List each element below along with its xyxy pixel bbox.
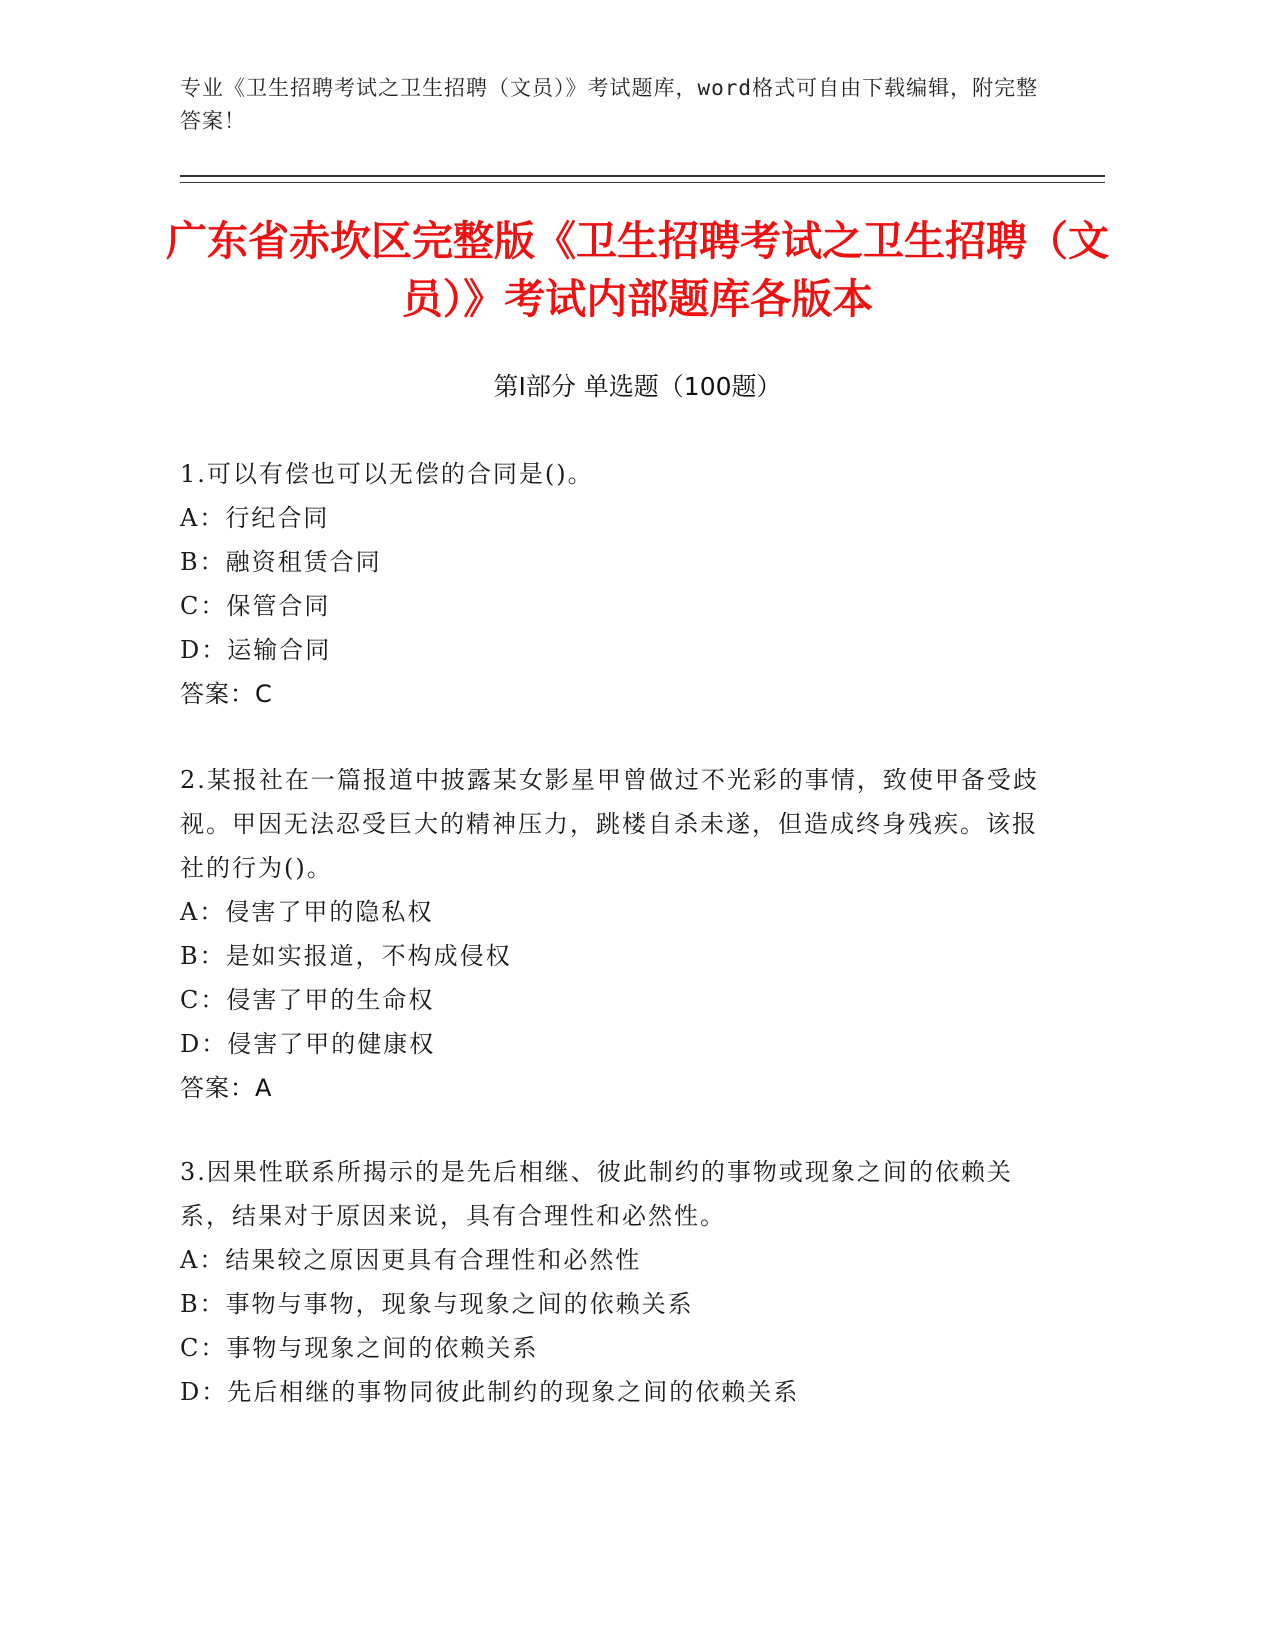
option-b: B：事物与事物，现象与现象之间的依赖关系	[180, 1290, 694, 1318]
header-note: 专业《卫生招聘考试之卫生招聘（文员）》考试题库，word格式可自由下载编辑，附完整答案！	[180, 76, 1039, 133]
question-1	[180, 452, 1060, 716]
header-rule-thick	[180, 175, 1105, 177]
question-2	[180, 758, 1060, 1110]
option-d: D：侵害了甲的健康权	[180, 1030, 436, 1058]
question-3	[180, 1150, 1060, 1414]
question-stem: 2.某报社在一篇报道中披露某女影星甲曾做过不光彩的事情，致使甲备受歧视。甲因无法忍受巨大的精神压力，跳楼自杀未遂，但造成终身残疾。该报社的行为()。	[180, 766, 1039, 882]
option-a: A：结果较之原因更具有合理性和必然性	[180, 1246, 642, 1274]
section-title: 第Ⅰ部分 单选题（100题）	[493, 372, 782, 401]
answer: 答案：C	[180, 680, 273, 708]
option-c: C：侵害了甲的生命权	[180, 986, 435, 1014]
option-c: C：保管合同	[180, 592, 331, 620]
question-stem: 1.可以有偿也可以无偿的合同是()。	[180, 460, 594, 488]
option-a: A：侵害了甲的隐私权	[180, 898, 434, 926]
document-title: 广东省赤坎区完整版《卫生招聘考试之卫生招聘（文员）》考试内部题库各版本	[166, 217, 1109, 323]
option-a: A：行纪合同	[180, 504, 330, 532]
header-rule-thin	[180, 182, 1105, 183]
option-d: D：先后相继的事物同彼此制约的现象之间的依赖关系	[180, 1378, 800, 1406]
option-b: B：是如实报道，不构成侵权	[180, 942, 512, 970]
question-stem: 3.因果性联系所揭示的是先后相继、彼此制约的事物或现象之间的依赖关系，结果对于原因来说，具有合理性和必然性。	[180, 1158, 1013, 1230]
answer: 答案：A	[180, 1074, 273, 1102]
option-d: D：运输合同	[180, 636, 332, 664]
option-c: C：事物与现象之间的依赖关系	[180, 1334, 539, 1362]
option-b: B：融资租赁合同	[180, 548, 382, 576]
